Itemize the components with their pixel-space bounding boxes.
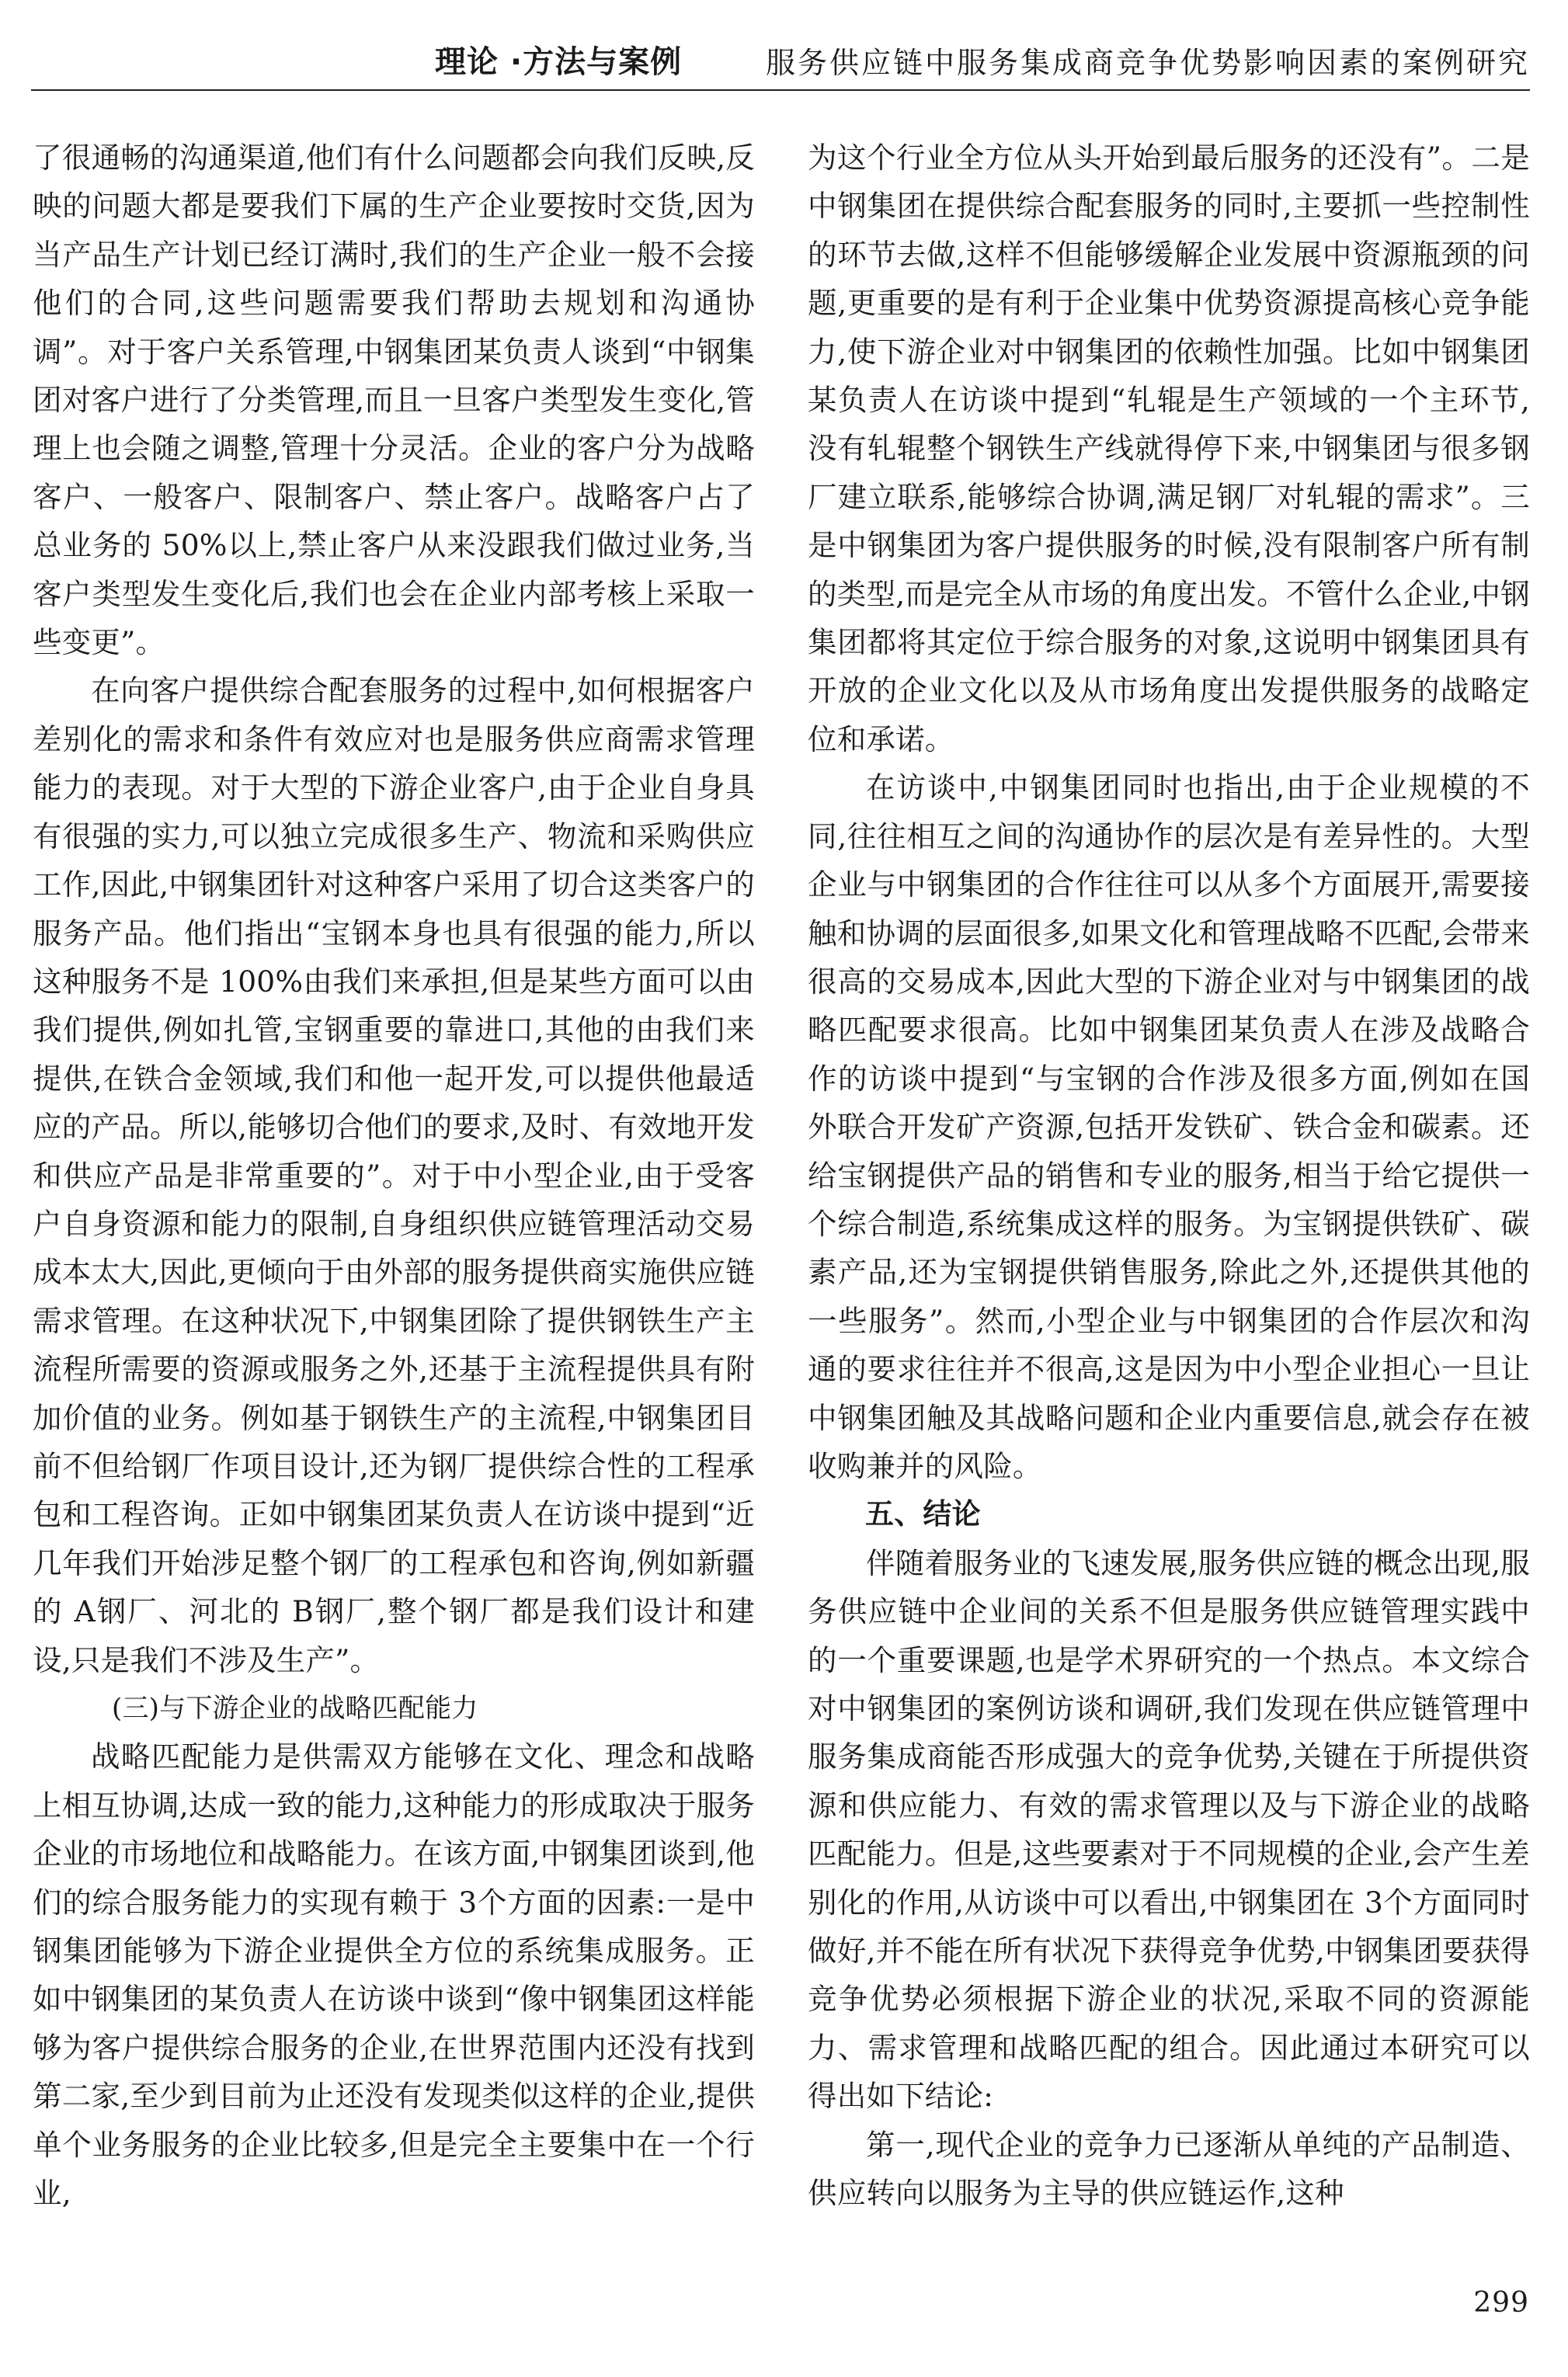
left-column	[33, 134, 755, 2217]
right-column	[808, 134, 1530, 2217]
journal-section-title: 理论 ·方法与案例	[435, 44, 683, 80]
section-subheading: (三)与下游企业的战略匹配能力	[112, 1693, 478, 1724]
running-header	[31, 31, 1530, 91]
paragraph: 战略匹配能力是供需双方能够在文化、理念和战略上相互协调,达成一致的能力,这种能力的形成取决于服务企业的市场地位和战略能力。在该方面,中钢集团谈到,他们的综合服务能力的实现有赖于 3个方面的因素:一是中钢集团能够为下游企业提供全方位的系统集成服务。正如中钢集团的某负责人在访谈中谈到“像中钢集团这样能够为客户提供综合服务的企业,在世界范围内还没有找到第二家,至少到目前为止还没有发现类似这样的企业,提供单个业务服务的企业比较多,但是完全主要集中在一个行业,	[33, 1739, 755, 2211]
paragraph: 伴随着服务业的飞速发展,服务供应链的概念出现,服务供应链中企业间的关系不但是服务供应链管理实践中的一个重要课题,也是学术界研究的一个热点。本文综合对中钢集团的案例访谈和调研,我们发现在供应链管理中服务集成商能否形成强大的竞争优势,关键在于所提供资源和供应能力、有效的需求管理以及与下游企业的战略匹配能力。但是,这些要素对于不同规模的企业,会产生差别化的作用,从访谈中可以看出,中钢集团在 3个方面同时做好,并不能在所有状况下获得竞争优势,中钢集团要获得竞争优势必须根据下游企业的状况,采取不同的资源能力、需求管理和战略匹配的组合。因此通过本研究可以得出如下结论:	[808, 1545, 1530, 2114]
section-heading: 五、结论	[865, 1497, 981, 1531]
paragraph: 为这个行业全方位从头开始到最后服务的还没有”。二是中钢集团在提供综合配套服务的同时,主要抓一些控制性的环节去做,这样不但能够缓解企业发展中资源瓶颈的问题,更重要的是有利于企业集中优势资源提高核心竞争能力,使下游企业对中钢集团的依赖性加强。比如中钢集团某负责人在访谈中提到“轧辊是生产领域的一个主环节,没有轧辊整个钢铁生产线就得停下来,中钢集团与很多钢厂建立联系,能够综合协调,满足钢厂对轧辊的需求”。三是中钢集团为客户提供服务的时候,没有限制客户所有制的类型,而是完全从市场的角度出发。不管什么企业,中钢集团都将其定位于综合服务的对象,这说明中钢集团具有开放的企业文化以及从市场角度出发提供服务的战略定位和承诺。	[808, 141, 1530, 756]
paragraph: 了很通畅的沟通渠道,他们有什么问题都会向我们反映,反映的问题大都是要我们下属的生产企业要按时交货,因为当产品生产计划已经订满时,我们的生产企业一般不会接他们的合同,这些问题需要我们帮助去规划和沟通协调”。对于客户关系管理,中钢集团某负责人谈到“中钢集团对客户进行了分类管理,而且一旦客户类型发生变化,管理上也会随之调整,管理十分灵活。企业的客户分为战略客户、一般客户、限制客户、禁止客户。战略客户占了总业务的 50%以上,禁止客户从来没跟我们做过业务,当客户类型发生变化后,我们也会在企业内部考核上采取一些变更”。	[33, 141, 755, 660]
article-running-title: 服务供应链中服务集成商竞争优势影响因素的案例研究	[765, 46, 1530, 80]
paragraph: 在访谈中,中钢集团同时也指出,由于企业规模的不同,往往相互之间的沟通协作的层次是有差异性的。大型企业与中钢集团的合作往往可以从多个方面展开,需要接触和协调的层面很多,如果文化和管理战略不匹配,会带来很高的交易成本,因此大型的下游企业对与中钢集团的战略匹配要求很高。比如中钢集团某负责人在涉及战略合作的访谈中提到“与宝钢的合作涉及很多方面,例如在国外联合开发矿产资源,包括开发铁矿、铁合金和碳素。还给宝钢提供产品的销售和专业的服务,相当于给它提供一个综合制造,系统集成这样的服务。为宝钢提供铁矿、碳素产品,还为宝钢提供销售服务,除此之外,还提供其他的一些服务”。然而,小型企业与中钢集团的合作层次和沟通的要求往往并不很高,这是因为中小型企业担心一旦让中钢集团触及其战略问题和企业内重要信息,就会存在被收购兼并的风险。	[808, 770, 1530, 1483]
paragraph: 在向客户提供综合配套服务的过程中,如何根据客户差别化的需求和条件有效应对也是服务供应商需求管理能力的表现。对于大型的下游企业客户,由于企业自身具有很强的实力,可以独立完成很多生产、物流和采购供应工作,因此,中钢集团针对这种客户采用了切合这类客户的服务产品。他们指出“宝钢本身也具有很强的能力,所以这种服务不是 100%由我们来承担,但是某些方面可以由我们提供,例如扎管,宝钢重要的靠进口,其他的由我们来提供,在铁合金领域,我们和他一起开发,可以提供他最适应的产品。所以,能够切合他们的要求,及时、有效地开发和供应产品是非常重要的”。对于中小型企业,由于受客户自身资源和能力的限制,自身组织供应链管理活动交易成本太大,因此,更倾向于由外部的服务提供商实施供应链需求管理。在这种状况下,中钢集团除了提供钢铁生产主流程所需要的资源或服务之外,还基于主流程提供具有附加价值的业务。例如基于钢铁生产的主流程,中钢集团目前不但给钢厂作项目设计,还为钢厂提供综合性的工程承包和工程咨询。正如中钢集团某负责人在访谈中提到“近几年我们开始涉足整个钢厂的工程承包和咨询,例如新疆的 A钢厂、河北的 B钢厂,整个钢厂都是我们设计和建设,只是我们不涉及生产”。	[33, 673, 755, 1677]
page-number: 299	[1473, 2287, 1529, 2319]
paragraph: 第一,现代企业的竞争力已逐渐从单纯的产品制造、供应转向以服务为主导的供应链运作,这种	[808, 2127, 1530, 2211]
